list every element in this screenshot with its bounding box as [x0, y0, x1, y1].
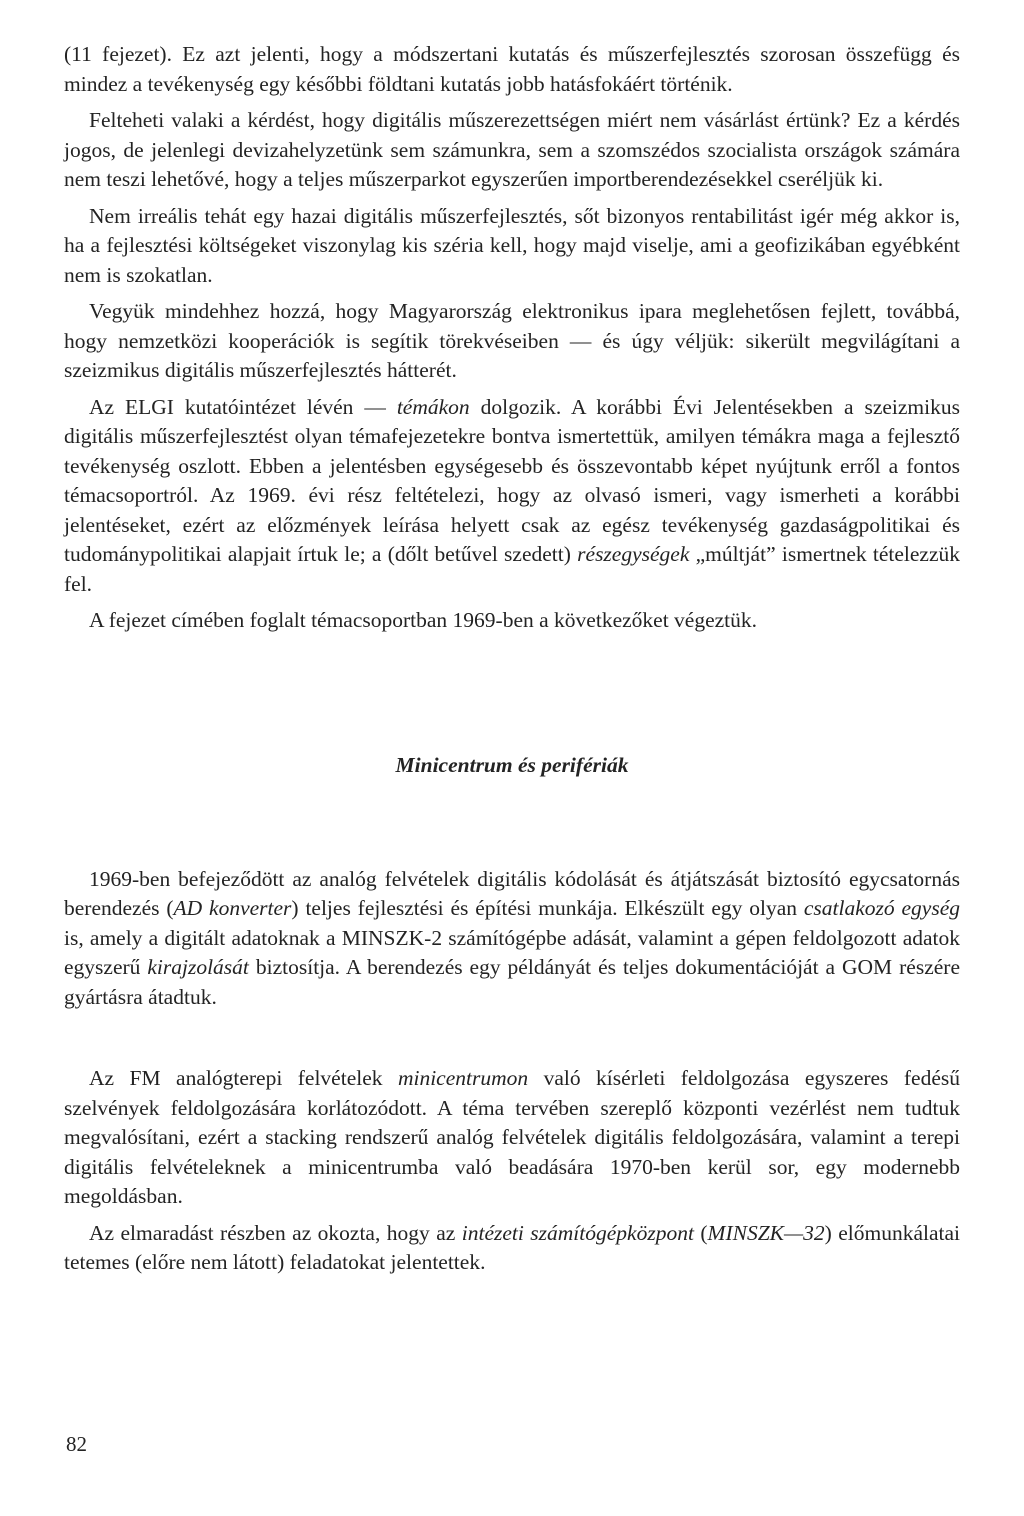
paragraph-7-emphasis-kirajzolasat: kirajzolását — [147, 955, 249, 979]
paragraph-3: Nem irreális tehát egy hazai digitális műszerfejlesztés, sőt bizonyos rentabilitást igér még akkor is, ha a fejlesztési költségeket viszonylag kis széria kell, hogy majd viselje, ami a geofizikában egyébként nem is szokatlan. — [64, 203, 960, 287]
paragraph-9-text-e: ) előmunkálatai tetemes (előre nem látott) feladatokat jelentettek. — [64, 1220, 960, 1274]
paragraph-4: Vegyük mindehhez hozzá, hogy Magyarország elektronikus ipara meglehetősen fejlett, továbbá, hogy nemzetközi kooperációk is segítik törekvéseiben — és úgy véljük: sikerült megvilágítani a szeizmikus digitális műszerfejlesztés hátterét. — [64, 299, 960, 382]
paragraph-7-emphasis-ad-konverter: AD konverter — [173, 896, 292, 920]
paragraph-2: Felteheti valaki a kérdést, hogy digitális műszerezettségen miért nem vásárlást értünk? Ez a kérdés jogos, de jelenlegi devizahelyzetünk sem számunkra, sem a szomszédos szocialista országok számára nem teszi lehetővé, hogy a teljes műszerparkot egyszerűen importberendezésekkel cseréljük ki. — [64, 108, 960, 191]
paragraph-8 — [64, 1064, 960, 1212]
paragraph-8-text-c: való kísérleti feldolgozása egyszeres fedésű szelvények feldolgozására korlátozódott. A téma tervében szereplő központi vezérlést nem tudtuk megvalósítani, ezért a stacking rendszerű analóg felvételek digitális feldolgozására, valamint a terepi digitális felvételeknek a minicentrumba való beadására 1970-ben kerül sor, egy modernebb megoldásban. — [64, 1066, 960, 1208]
paragraph-9-text-a: Az elmaradást részben az okozta, hogy az — [89, 1220, 456, 1245]
page-body — [64, 40, 960, 1278]
paragraph-9 — [64, 1219, 960, 1278]
paragraph-9-emphasis-szamitogepkozpont: intézeti számítógépközpont — [461, 1220, 694, 1245]
paragraph-9-emphasis-minszk-32: MINSZK—32 — [707, 1220, 825, 1245]
paragraph-5-text-c: dolgozik. A korábbi Évi Jelentésekben a szeizmikus digitális műszerfejlesztést olyan témafejezetekre bontva ismertettük, amilyen témákra maga a fejlesztő tevékenység oszlott. Ebben a jelentésben egységesebb és összevontabb képet nyújtunk erről a fontos témacsoportról. Az 1969. évi rész feltételezi, hogy az olvasó ismeri, vagy ismerheti a korábbi jelentéseket, ezért az előzmények leírása helyett csak az egész tevékenység gazdaságpolitikai és tudománypolitikai alapjait írtuk le; a (dőlt betűvel szedett) — [64, 394, 960, 566]
paragraph-1: (11 fejezet). Ez azt jelenti, hogy a módszertani kutatás és műszerfejlesztés szorosan összefügg és mindez a tevékenység egy későbbi földtani kutatás jobb hatásfokáért történik. — [64, 42, 960, 96]
paragraph-7-text-e: is, amely a digitált adatoknak a MINSZK-2 számítógépbe adását, valamint a gépen feldolgozott adatok egyszerű — [64, 925, 960, 979]
paragraph-7 — [64, 865, 960, 1013]
paragraph-5 — [64, 393, 960, 600]
paragraph-7-text-c: ) teljes fejlesztési és építési munkája. Elkészült egy olyan — [291, 896, 798, 920]
paragraph-8-emphasis-minicentrumon: minicentrumon — [397, 1066, 529, 1090]
paragraph-5-emphasis-temakon: témákon — [396, 394, 470, 419]
paragraph-8-text-a: Az FM analógterepi felvételek — [89, 1066, 383, 1090]
paragraph-9-text-c: ( — [700, 1220, 708, 1245]
paragraph-7-text-g: biztosítja. A berendezés egy példányát és teljes dokumentációját a GOM részére gyártásra átadtuk. — [64, 955, 960, 1009]
section-title: Minicentrum és perifériák — [395, 752, 629, 777]
paragraph-5-text-a: Az ELGI kutatóintézet lévén — — [89, 394, 386, 419]
page-number: 82 — [66, 1432, 87, 1456]
paragraph-5-text-e: „múltját” ismertnek tételezzük fel. — [64, 542, 960, 596]
paragraph-6: A fejezet címében foglalt témacsoportban 1969-ben a következőket végeztük. — [89, 608, 758, 632]
paragraph-7-emphasis-csatlakozo-egyseg: csatlakozó egység — [803, 896, 961, 920]
paragraph-5-emphasis-reszegysegek: részegységek — [577, 542, 690, 566]
paragraph-7-text-a: 1969-ben befejeződött az analóg felvételek digitális kódolását és átjátszását biztosító egycsatornás berendezés ( — [64, 866, 960, 920]
